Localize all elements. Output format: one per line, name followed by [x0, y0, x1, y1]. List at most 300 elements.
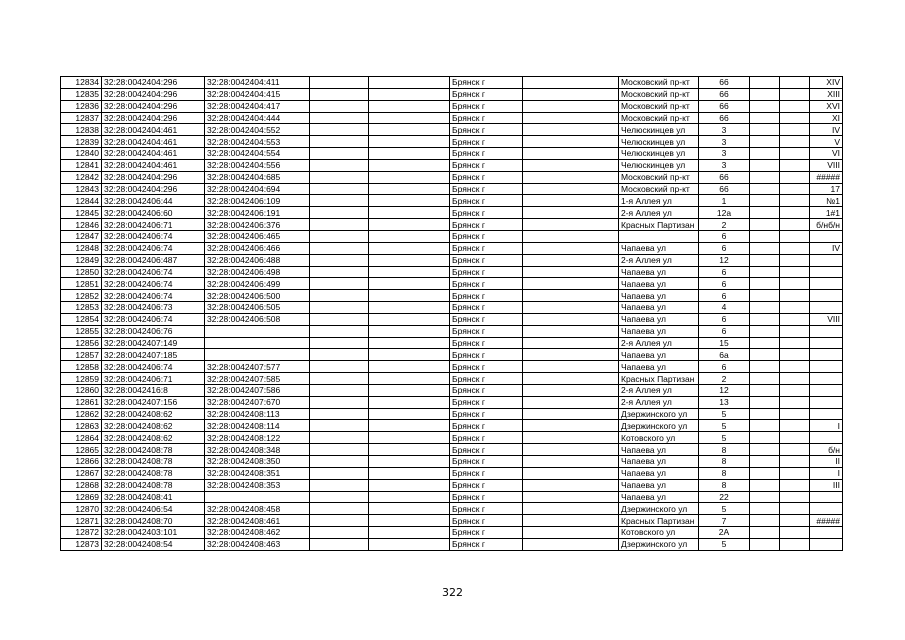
cell-row-number: 12850 — [61, 266, 102, 278]
cell-col-5 — [369, 242, 450, 254]
cell-col-7 — [523, 384, 619, 396]
cell-object-number: 32:28:0042408:113 — [205, 408, 310, 420]
cell-col-7 — [523, 100, 619, 112]
cell-col-7 — [523, 349, 619, 361]
cell-col-7 — [523, 112, 619, 124]
cell-object-number — [205, 325, 310, 337]
cell-street: Красных Партизан — [619, 219, 699, 231]
cell-row-number: 12851 — [61, 278, 102, 290]
cell-col-5 — [369, 491, 450, 503]
cell-parcel-number: 32:28:0042404:296 — [102, 112, 205, 124]
cell-row-number: 12837 — [61, 112, 102, 124]
cell-row-number: 12863 — [61, 420, 102, 432]
cell-col-4 — [310, 254, 369, 266]
cell-col-11 — [780, 479, 810, 491]
cell-row-number: 12841 — [61, 159, 102, 171]
table-row — [61, 313, 843, 325]
cell-object-number: 32:28:0042404:417 — [205, 100, 310, 112]
cell-object-number: 32:28:0042408:353 — [205, 479, 310, 491]
table-row — [61, 467, 843, 479]
cell-col-10 — [750, 408, 780, 420]
cell-house: 6 — [699, 290, 750, 302]
cell-row-number: 12865 — [61, 444, 102, 456]
cell-street: Чапаева ул — [619, 302, 699, 314]
cell-col-4 — [310, 183, 369, 195]
cell-parcel-number: 32:28:0042406:54 — [102, 503, 205, 515]
cell-city: Брянск г — [450, 396, 523, 408]
cell-parcel-number: 32:28:0042406:74 — [102, 361, 205, 373]
cell-col-11 — [780, 77, 810, 89]
cell-col-4 — [310, 266, 369, 278]
cell-col-5 — [369, 171, 450, 183]
cell-apartment — [810, 396, 843, 408]
cell-col-7 — [523, 171, 619, 183]
cell-house: 6 — [699, 278, 750, 290]
table-row — [61, 456, 843, 468]
cell-row-number: 12855 — [61, 325, 102, 337]
cell-apartment — [810, 230, 843, 242]
table-row — [61, 420, 843, 432]
cell-apartment: ##### — [810, 515, 843, 527]
cell-col-5 — [369, 396, 450, 408]
cell-col-4 — [310, 230, 369, 242]
cell-col-10 — [750, 195, 780, 207]
cell-col-7 — [523, 396, 619, 408]
cell-col-4 — [310, 171, 369, 183]
cell-parcel-number: 32:28:0042408:62 — [102, 420, 205, 432]
cell-col-10 — [750, 219, 780, 231]
cell-col-10 — [750, 503, 780, 515]
cell-parcel-number: 32:28:0042404:296 — [102, 183, 205, 195]
cell-apartment: XI — [810, 112, 843, 124]
cell-col-7 — [523, 444, 619, 456]
cell-col-10 — [750, 420, 780, 432]
cell-col-11 — [780, 266, 810, 278]
cell-object-number: 32:28:0042407:577 — [205, 361, 310, 373]
cell-street: Чапаева ул — [619, 313, 699, 325]
cell-col-10 — [750, 302, 780, 314]
cell-row-number: 12844 — [61, 195, 102, 207]
table-row — [61, 503, 843, 515]
cell-apartment: б/нб/н — [810, 219, 843, 231]
cell-parcel-number: 32:28:0042406:74 — [102, 230, 205, 242]
cell-parcel-number: 32:28:0042408:78 — [102, 456, 205, 468]
cell-col-11 — [780, 313, 810, 325]
cell-street: Чапаева ул — [619, 491, 699, 503]
cell-street: Чапаева ул — [619, 467, 699, 479]
cell-apartment — [810, 538, 843, 550]
cell-col-10 — [750, 538, 780, 550]
cell-row-number: 12845 — [61, 207, 102, 219]
cell-parcel-number: 32:28:0042403:101 — [102, 527, 205, 539]
table-row — [61, 384, 843, 396]
table-row — [61, 100, 843, 112]
cell-house: 3 — [699, 136, 750, 148]
cell-object-number: 32:28:0042408:461 — [205, 515, 310, 527]
cell-row-number: 12843 — [61, 183, 102, 195]
cell-col-11 — [780, 515, 810, 527]
cell-street: Чапаева ул — [619, 479, 699, 491]
cell-col-4 — [310, 384, 369, 396]
cell-house: 2 — [699, 373, 750, 385]
cell-object-number: 32:28:0042406:466 — [205, 242, 310, 254]
cell-col-10 — [750, 266, 780, 278]
table-row — [61, 349, 843, 361]
cell-apartment — [810, 337, 843, 349]
cell-col-5 — [369, 479, 450, 491]
table-row — [61, 230, 843, 242]
cell-col-5 — [369, 254, 450, 266]
cell-object-number: 32:28:0042404:411 — [205, 77, 310, 89]
cell-row-number: 12861 — [61, 396, 102, 408]
cell-row-number: 12872 — [61, 527, 102, 539]
cell-parcel-number: 32:28:0042406:73 — [102, 302, 205, 314]
cell-city: Брянск г — [450, 456, 523, 468]
cell-col-11 — [780, 337, 810, 349]
register-body — [61, 77, 843, 551]
cell-col-11 — [780, 527, 810, 539]
cell-city: Брянск г — [450, 384, 523, 396]
table-row — [61, 396, 843, 408]
cell-object-number: 32:28:0042406:500 — [205, 290, 310, 302]
cell-city: Брянск г — [450, 254, 523, 266]
cell-object-number — [205, 337, 310, 349]
cell-house: 12 — [699, 254, 750, 266]
cell-col-10 — [750, 479, 780, 491]
cell-col-4 — [310, 207, 369, 219]
cell-col-10 — [750, 456, 780, 468]
cell-apartment — [810, 325, 843, 337]
cell-parcel-number: 32:28:0042408:41 — [102, 491, 205, 503]
register-table — [60, 76, 843, 551]
cell-apartment — [810, 373, 843, 385]
cell-apartment: I — [810, 420, 843, 432]
cell-apartment — [810, 302, 843, 314]
cell-object-number: 32:28:0042404:444 — [205, 112, 310, 124]
cell-parcel-number: 32:28:0042404:461 — [102, 159, 205, 171]
cell-col-11 — [780, 349, 810, 361]
cell-house: 13 — [699, 396, 750, 408]
cell-street: Челюскинцев ул — [619, 159, 699, 171]
cell-city: Брянск г — [450, 432, 523, 444]
cell-house: 66 — [699, 112, 750, 124]
cell-col-7 — [523, 230, 619, 242]
cell-col-4 — [310, 444, 369, 456]
cell-street: Московский пр-кт — [619, 88, 699, 100]
cell-object-number: 32:28:0042406:499 — [205, 278, 310, 290]
cell-parcel-number: 32:28:0042404:461 — [102, 136, 205, 148]
cell-street: Чапаева ул — [619, 349, 699, 361]
cell-apartment — [810, 384, 843, 396]
cell-col-10 — [750, 124, 780, 136]
table-row — [61, 538, 843, 550]
cell-apartment — [810, 491, 843, 503]
cell-street: Челюскинцев ул — [619, 136, 699, 148]
cell-col-4 — [310, 420, 369, 432]
cell-street: Дзержинского ул — [619, 503, 699, 515]
cell-col-11 — [780, 124, 810, 136]
cell-row-number: 12866 — [61, 456, 102, 468]
cell-object-number: 32:28:0042407:585 — [205, 373, 310, 385]
cell-street: 2-я Аллея ул — [619, 396, 699, 408]
table-row — [61, 124, 843, 136]
cell-row-number: 12839 — [61, 136, 102, 148]
cell-col-4 — [310, 479, 369, 491]
cell-col-5 — [369, 467, 450, 479]
cell-street: Московский пр-кт — [619, 171, 699, 183]
cell-object-number: 32:28:0042404:694 — [205, 183, 310, 195]
cell-parcel-number: 32:28:0042408:78 — [102, 479, 205, 491]
cell-col-10 — [750, 527, 780, 539]
cell-parcel-number: 32:28:0042406:74 — [102, 278, 205, 290]
cell-house: 3 — [699, 159, 750, 171]
cell-col-4 — [310, 219, 369, 231]
cell-object-number: 32:28:0042408:350 — [205, 456, 310, 468]
cell-col-10 — [750, 515, 780, 527]
cell-apartment: XVI — [810, 100, 843, 112]
cell-city: Брянск г — [450, 325, 523, 337]
cell-apartment — [810, 266, 843, 278]
cell-apartment: VIII — [810, 159, 843, 171]
cell-col-4 — [310, 361, 369, 373]
cell-col-11 — [780, 230, 810, 242]
cell-row-number: 12857 — [61, 349, 102, 361]
cell-house: 6 — [699, 361, 750, 373]
cell-apartment: IV — [810, 242, 843, 254]
cell-street: Котовского ул — [619, 527, 699, 539]
cell-apartment — [810, 349, 843, 361]
table-row — [61, 373, 843, 385]
cell-apartment — [810, 361, 843, 373]
table-row — [61, 254, 843, 266]
cell-col-10 — [750, 349, 780, 361]
cell-col-7 — [523, 313, 619, 325]
cell-object-number: 32:28:0042407:670 — [205, 396, 310, 408]
cell-col-7 — [523, 136, 619, 148]
cell-col-10 — [750, 313, 780, 325]
cell-city: Брянск г — [450, 100, 523, 112]
table-row — [61, 361, 843, 373]
cell-row-number: 12854 — [61, 313, 102, 325]
cell-city: Брянск г — [450, 515, 523, 527]
cell-object-number — [205, 349, 310, 361]
cell-col-5 — [369, 456, 450, 468]
cell-apartment — [810, 254, 843, 266]
cell-col-5 — [369, 112, 450, 124]
cell-col-7 — [523, 124, 619, 136]
cell-parcel-number: 32:28:0042404:296 — [102, 100, 205, 112]
cell-col-7 — [523, 88, 619, 100]
cell-col-10 — [750, 230, 780, 242]
cell-city: Брянск г — [450, 242, 523, 254]
cell-col-10 — [750, 88, 780, 100]
cell-col-10 — [750, 136, 780, 148]
cell-col-7 — [523, 242, 619, 254]
cell-col-10 — [750, 77, 780, 89]
cell-col-11 — [780, 183, 810, 195]
cell-street: Котовского ул — [619, 432, 699, 444]
cell-col-7 — [523, 479, 619, 491]
cell-col-7 — [523, 325, 619, 337]
table-row — [61, 171, 843, 183]
cell-col-10 — [750, 373, 780, 385]
cell-col-5 — [369, 278, 450, 290]
table-row — [61, 77, 843, 89]
cell-parcel-number: 32:28:0042404:296 — [102, 88, 205, 100]
cell-col-4 — [310, 88, 369, 100]
cell-col-10 — [750, 325, 780, 337]
cell-apartment — [810, 432, 843, 444]
cell-col-5 — [369, 361, 450, 373]
cell-col-5 — [369, 384, 450, 396]
cell-row-number: 12873 — [61, 538, 102, 550]
cell-city: Брянск г — [450, 527, 523, 539]
cell-object-number: 32:28:0042404:685 — [205, 171, 310, 183]
cell-col-11 — [780, 503, 810, 515]
cell-street: Дзержинского ул — [619, 408, 699, 420]
cell-row-number: 12870 — [61, 503, 102, 515]
cell-object-number: 32:28:0042407:586 — [205, 384, 310, 396]
cell-col-5 — [369, 325, 450, 337]
cell-house: 66 — [699, 77, 750, 89]
cell-col-5 — [369, 290, 450, 302]
cell-street: 2-я Аллея ул — [619, 254, 699, 266]
table-row — [61, 325, 843, 337]
cell-parcel-number: 32:28:0042406:60 — [102, 207, 205, 219]
cell-col-5 — [369, 183, 450, 195]
cell-parcel-number: 32:28:0042406:74 — [102, 313, 205, 325]
cell-row-number: 12840 — [61, 148, 102, 160]
cell-house: 12 — [699, 384, 750, 396]
cell-apartment: II — [810, 456, 843, 468]
cell-col-4 — [310, 313, 369, 325]
cell-object-number: 32:28:0042408:462 — [205, 527, 310, 539]
cell-parcel-number: 32:28:0042406:487 — [102, 254, 205, 266]
cell-col-11 — [780, 242, 810, 254]
cell-col-10 — [750, 444, 780, 456]
cell-apartment: б/н — [810, 444, 843, 456]
cell-col-5 — [369, 159, 450, 171]
cell-col-10 — [750, 159, 780, 171]
cell-col-5 — [369, 88, 450, 100]
cell-col-7 — [523, 207, 619, 219]
cell-row-number: 12834 — [61, 77, 102, 89]
cell-col-5 — [369, 313, 450, 325]
cell-city: Брянск г — [450, 159, 523, 171]
cell-col-11 — [780, 538, 810, 550]
cell-row-number: 12846 — [61, 219, 102, 231]
cell-apartment: 17 — [810, 183, 843, 195]
cell-col-7 — [523, 183, 619, 195]
cell-object-number: 32:28:0042408:351 — [205, 467, 310, 479]
cell-col-4 — [310, 112, 369, 124]
cell-city: Брянск г — [450, 349, 523, 361]
cell-street: Московский пр-кт — [619, 183, 699, 195]
cell-apartment — [810, 527, 843, 539]
cell-col-10 — [750, 384, 780, 396]
cell-col-11 — [780, 325, 810, 337]
cell-row-number: 12869 — [61, 491, 102, 503]
cell-object-number — [205, 491, 310, 503]
cell-street: Дзержинского ул — [619, 420, 699, 432]
cell-street: Чапаева ул — [619, 266, 699, 278]
cell-col-11 — [780, 254, 810, 266]
cell-col-11 — [780, 171, 810, 183]
cell-col-11 — [780, 373, 810, 385]
table-row — [61, 527, 843, 539]
cell-col-11 — [780, 207, 810, 219]
cell-col-5 — [369, 266, 450, 278]
cell-house: 4 — [699, 302, 750, 314]
cell-apartment: VIII — [810, 313, 843, 325]
table-row — [61, 444, 843, 456]
cell-col-4 — [310, 124, 369, 136]
cell-col-10 — [750, 254, 780, 266]
cell-col-4 — [310, 242, 369, 254]
cell-col-7 — [523, 373, 619, 385]
cell-col-11 — [780, 302, 810, 314]
cell-row-number: 12835 — [61, 88, 102, 100]
cell-house: 6 — [699, 230, 750, 242]
cell-house: 5 — [699, 420, 750, 432]
cell-col-7 — [523, 195, 619, 207]
cell-col-5 — [369, 373, 450, 385]
cell-col-5 — [369, 148, 450, 160]
cell-city: Брянск г — [450, 112, 523, 124]
cell-col-7 — [523, 527, 619, 539]
cell-city: Брянск г — [450, 230, 523, 242]
cell-house: 66 — [699, 183, 750, 195]
cell-city: Брянск г — [450, 266, 523, 278]
cell-apartment: XIII — [810, 88, 843, 100]
cell-street: Дзержинского ул — [619, 538, 699, 550]
cell-col-5 — [369, 408, 450, 420]
cell-col-11 — [780, 100, 810, 112]
cell-col-4 — [310, 456, 369, 468]
cell-col-4 — [310, 302, 369, 314]
cell-city: Брянск г — [450, 373, 523, 385]
cell-parcel-number: 32:28:0042404:296 — [102, 77, 205, 89]
cell-object-number: 32:28:0042406:109 — [205, 195, 310, 207]
cell-apartment: V — [810, 136, 843, 148]
cell-street: Чапаева ул — [619, 325, 699, 337]
cell-col-10 — [750, 467, 780, 479]
cell-house: 6 — [699, 242, 750, 254]
cell-street: Красных Партизан — [619, 515, 699, 527]
cell-row-number: 12860 — [61, 384, 102, 396]
cell-col-4 — [310, 100, 369, 112]
cell-parcel-number: 32:28:0042406:71 — [102, 219, 205, 231]
cell-col-7 — [523, 432, 619, 444]
cell-row-number: 12862 — [61, 408, 102, 420]
cell-parcel-number: 32:28:0042406:71 — [102, 373, 205, 385]
cell-street: Московский пр-кт — [619, 112, 699, 124]
cell-object-number: 32:28:0042408:458 — [205, 503, 310, 515]
cell-col-7 — [523, 302, 619, 314]
cell-parcel-number: 32:28:0042408:78 — [102, 467, 205, 479]
cell-house: 1 — [699, 195, 750, 207]
table-row — [61, 183, 843, 195]
cell-parcel-number: 32:28:0042404:461 — [102, 148, 205, 160]
cell-street: Челюскинцев ул — [619, 124, 699, 136]
cell-house: 66 — [699, 171, 750, 183]
cell-col-11 — [780, 159, 810, 171]
cell-apartment: ##### — [810, 171, 843, 183]
cell-col-4 — [310, 290, 369, 302]
cell-col-7 — [523, 159, 619, 171]
cell-col-5 — [369, 444, 450, 456]
cell-col-5 — [369, 77, 450, 89]
